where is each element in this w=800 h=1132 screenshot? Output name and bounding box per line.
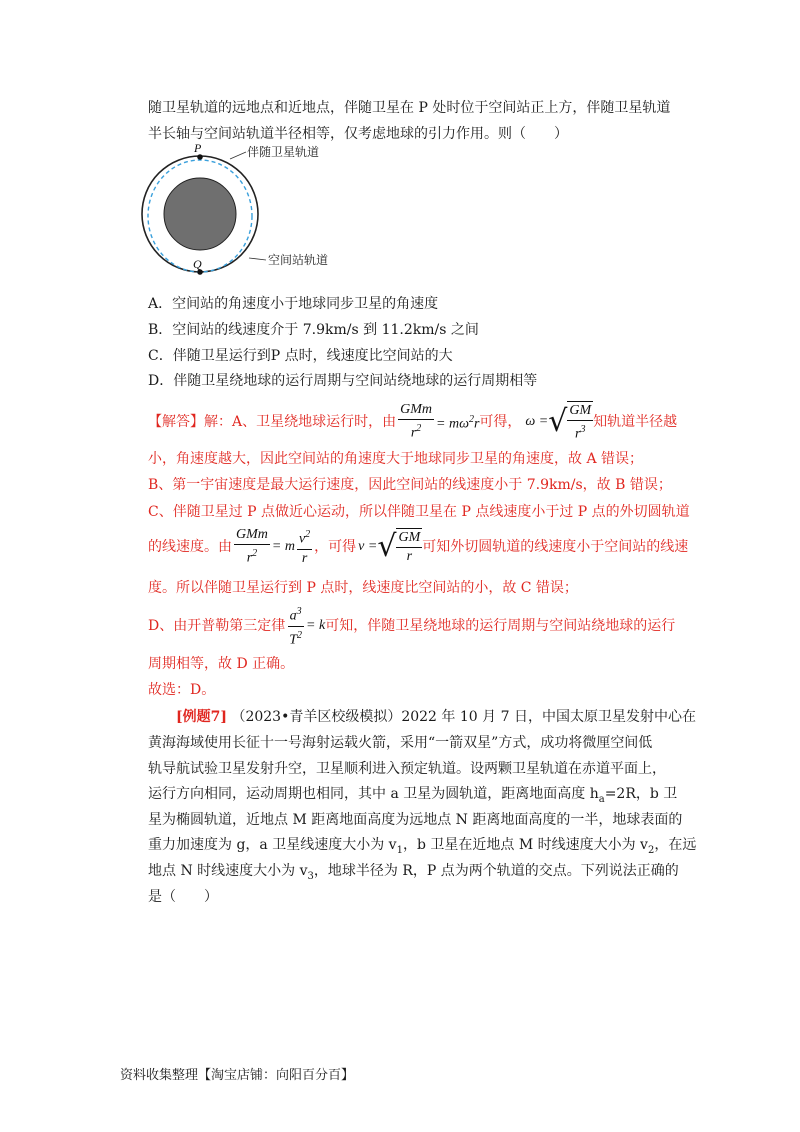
formula-centripetal-omega: = mω	[436, 416, 469, 432]
example-line-8: 是（ ）	[148, 889, 218, 905]
formula-kepler: $\frac{a^3}{T^2}$	[287, 603, 304, 649]
answer-c-line-1: C、伴随卫星过 P 点做近心运动，所以伴随卫星在 P 点线速度小于过 P 点的外切圆轨道	[148, 504, 690, 520]
answer-a-line: 【解答】 解：A、卫星绕地球运行时，由 $\frac{\text{GMm}}{r^2}$ = $m\omega^2r$ 可得， ω = √ $\frac{GM}{r^3}$ 知轨道半径越	[148, 402, 678, 442]
companion-label-leader	[230, 152, 246, 159]
example-line-1	[176, 707, 696, 727]
option-a: A．空间站的角速度小于地球同步卫星的角速度	[148, 296, 439, 312]
answer-a-line-2: 小，角速度越大，因此空间站的角速度大于地球同步卫星的角速度，故 A 错误；	[148, 451, 644, 467]
label-p: P	[194, 142, 202, 155]
formula-eq-m: = m	[271, 539, 295, 554]
formula-omega-lhs: ω =	[525, 414, 549, 429]
footer-source: 资料收集整理【淘宝店铺：向阳百分百】	[120, 1068, 355, 1083]
orbit-diagram	[130, 142, 350, 287]
station-label-leader	[249, 258, 266, 260]
formula-v-root: √ $\frac{GM}{r}$	[377, 529, 421, 564]
answer-choice: 故选：D。	[148, 682, 216, 698]
example-tag: [例题7]	[176, 709, 227, 725]
label-q: Q	[193, 257, 202, 271]
intro-line-1: 随卫星轨道的远地点和近地点，伴随卫星在 P 处时位于空间站正上方，伴随卫星轨道	[148, 100, 671, 116]
point-p-dot	[197, 154, 203, 160]
answer-c-line-3: 度。所以伴随卫星运行到 P 点时，线速度比空间站的小，故 C 错误；	[148, 580, 578, 596]
answer-tag: 【解答】	[148, 414, 204, 430]
example-line-6: 重力加速度为 g，a 卫星线速度大小为 $v_1$，b 卫星在近地点 M 时线速度大小为 $v_2$，在远	[148, 837, 697, 856]
example-line-4: 运行方向相同，运动周期也相同，其中 a 卫星为圆轨道，距离地面高度 $h_a=2R$，b 卫	[148, 786, 678, 805]
answer-a-mid: 可得，	[479, 414, 522, 430]
formula-v2-over-r: $\frac{v^2}{r}$	[297, 526, 312, 568]
formula-v-lhs: v =	[358, 539, 378, 554]
formula-gravity-2: $\frac{\text{GMm}}{r^2}$	[236, 527, 268, 566]
example-line-5: 星为椭圆轨道，近地点 M 距离地面高度为远地点 N 距离地面高度的一半，地球表面的	[148, 812, 683, 828]
answer-c-post: 可知外切圆轨道的线速度小于空间站的线速	[422, 539, 689, 555]
answer-c-line-2	[148, 527, 688, 567]
answer-a-pre: 解：A、卫星绕地球运行时，由	[204, 414, 397, 430]
option-d: D．伴随卫星绕地球的运行周期与空间站绕地球的运行周期相等	[148, 373, 538, 389]
answer-d-post: 可知，伴随卫星绕地球的运行周期与空间站绕地球的运行	[325, 618, 676, 634]
formula-gravity-1: $\frac{\text{GMm}}{r^2}$	[400, 402, 433, 441]
option-c: C．伴随卫星运行到P 点时，线速度比空间站的大	[148, 348, 453, 364]
example-line-3: 轨导航试验卫星发射升空，卫星顺利进入预定轨道。设两颗卫星轨道在赤道平面上，	[148, 761, 666, 777]
answer-c-pre: 的线速度。由	[148, 539, 232, 555]
intro-line-2: 半长轴与空间站轨道半径相等，仅考虑地球的引力作用。则（ ）	[148, 126, 568, 142]
answer-c-mid: ，可得	[314, 539, 357, 555]
option-b: B．空间站的线速度介于 7.9km/s 到 11.2km/s 之间	[148, 322, 479, 338]
earth-circle	[164, 178, 236, 250]
example-line-7: 地点 N 时线速度大小为 $v_3$，地球半径为 R，P 点为两个轨道的交点。下列说法正确的	[148, 863, 679, 882]
label-station-orbit: 空间站轨道	[268, 253, 329, 267]
answer-d-pre: D、由开普勒第三定律	[148, 618, 286, 634]
formula-kepler-rhs: = k	[306, 618, 326, 633]
answer-d-line	[148, 606, 675, 646]
formula-omega-root: √ $\frac{GM}{r^3}$	[548, 402, 592, 442]
answer-d-line-2: 周期相等，故 D 正确。	[148, 656, 295, 672]
answer-a-post: 知轨道半径越	[593, 414, 678, 430]
answer-b-line: B、第一宇宙速度是最大运行速度，因此空间站的线速度小于 7.9km/s，故 B 错误；	[148, 477, 672, 493]
example-line-1-text: （2023•青羊区校级模拟）2022 年 10 月 7 日，中国太原卫星发射中心在	[231, 709, 696, 725]
example-line-2: 黄海海域使用长征十一号海射运载火箭，采用“一箭双星”方式，成功将微厘空间低	[148, 735, 653, 751]
label-companion-orbit: 伴随卫星轨道	[247, 145, 320, 159]
